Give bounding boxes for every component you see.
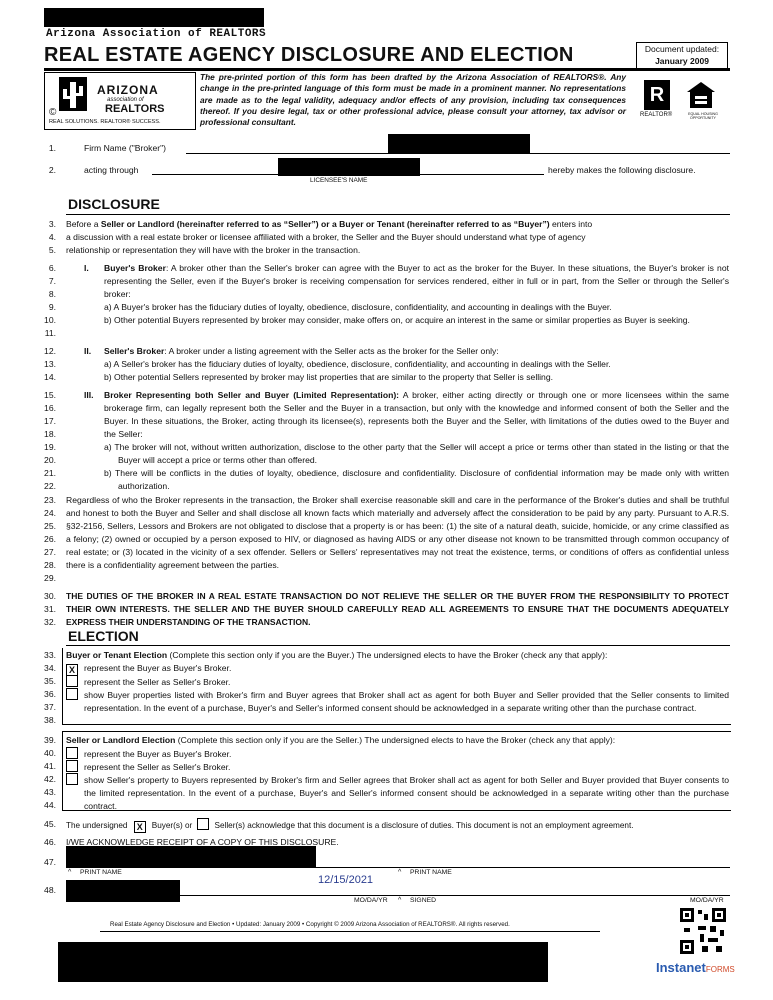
- ack-seller-label: Seller(s) acknowledge that this document is a disclosure of duties. This document is not an employment agreement.: [214, 821, 634, 830]
- line-number: 13.: [44, 359, 56, 369]
- buyer-option-3-label: show Buyer properties listed with Broker's firm and Buyer agrees that Broker shall act as agent for both Buyer and Seller provided that the Seller consents to limited representation. In the event of a purchase, Buyer's and Seller's informed consent should be acknowledged in a separate writing other than the purchase contract.: [84, 690, 729, 713]
- redaction-bottom: [58, 942, 548, 982]
- line-number: 40.: [44, 748, 56, 758]
- limited-representation-title: Broker Representing both Seller and Buyer (Limited Representation):: [104, 390, 400, 400]
- ack-buyer-label: Buyer(s) or: [151, 821, 193, 830]
- disclosure-line-4: a discussion with a real estate broker or licensee affiliated with a broker, the Seller and the Buyer should understand what type of agency: [66, 232, 586, 242]
- realtor-label: REALTOR®: [640, 112, 673, 118]
- disclosure-line-3: [66, 218, 729, 231]
- line-number: 45.: [44, 819, 56, 829]
- seller-option-2-checkbox[interactable]: [66, 760, 78, 772]
- signature-date: 12/15/2021: [318, 874, 374, 886]
- logo-tagline: REAL SOLUTIONS. REALTOR® SUCCESS.: [49, 119, 161, 125]
- equal-housing-icon: [684, 80, 718, 110]
- page-title: REAL ESTATE AGENCY DISCLOSURE AND ELECTION: [44, 44, 574, 66]
- print-name-label-1: PRINT NAME: [80, 869, 122, 876]
- seller-option-2-label: represent the Seller as Seller's Broker.: [84, 762, 231, 772]
- line-number: 8.: [48, 289, 56, 299]
- line-number: 32.: [44, 617, 56, 627]
- line-3-bold: Seller or Landlord (hereinafter referred to as “Seller”) or a Buyer or Tenant (hereinafter referred to as “Buyer”): [100, 219, 550, 229]
- licensee-name-caption: LICENSEE'S NAME: [310, 177, 368, 184]
- redaction-signer-1: [66, 846, 316, 867]
- sellers-broker-b: b) Other potential Sellers represented by broker may list properties that are similar to the property that Seller is selling.: [104, 372, 553, 382]
- line-number: 44.: [44, 800, 56, 810]
- line-number: 2.: [48, 165, 56, 175]
- line-number: 4.: [48, 232, 56, 242]
- seller-option-2: [66, 760, 729, 774]
- acknowledgement-line: [66, 818, 730, 833]
- line-number: 48.: [44, 885, 56, 895]
- buyers-broker-title: Buyer's Broker: [104, 263, 166, 273]
- seller-option-3-checkbox[interactable]: [66, 773, 78, 785]
- logo-realtors: REALTORS: [105, 103, 165, 115]
- equal-housing-label: EQUAL HOUSING OPPORTUNITY: [688, 112, 718, 120]
- footer-text: Real Estate Agency Disclosure and Election • Updated: January 2009 • Copyright © 2009 Arizona Association of REALTORS®. All rights reserved.: [110, 921, 510, 928]
- line-number: 47.: [44, 857, 56, 867]
- section-iii-label: III.: [84, 390, 94, 400]
- section-i-label: I.: [84, 263, 89, 273]
- signed-label: SIGNED: [410, 897, 437, 904]
- receipt-acknowledgement: I/WE ACKNOWLEDGE RECEIPT OF A COPY OF THIS DISCLOSURE.: [66, 837, 339, 847]
- redaction-signer-2: [66, 880, 180, 902]
- buyer-option-2-label: represent the Seller as Seller's Broker.: [84, 677, 231, 687]
- line-3-pre: Before a: [66, 219, 101, 229]
- cactus-logo-icon: [59, 77, 87, 111]
- ack-seller-checkbox[interactable]: [197, 818, 209, 830]
- sellers-broker-paragraph: [104, 345, 729, 358]
- section-ii-label: II.: [84, 346, 92, 356]
- signature-line-2[interactable]: [66, 895, 730, 896]
- line-number: 22.: [44, 481, 56, 491]
- print-name-caret-1: ^: [68, 869, 72, 876]
- line-number: 11.: [44, 328, 56, 338]
- limited-representation-text: A broker, either acting directly or through one or more licensees within the same brokerage firm, can legally represent both the Seller and the Buyer in a transaction, but only with the knowledge and informed consent of both the Seller and the Buyer. In these situations, the Broker, acting through its licensee(s), represents both the Buyer and the Seller, with limitations of the duties owed to the Buyer and the Seller:: [104, 390, 729, 439]
- line-number: 30.: [44, 591, 56, 601]
- redaction-top: [44, 8, 264, 27]
- limited-representation-paragraph: [104, 389, 729, 441]
- election-rule: [66, 645, 730, 646]
- line-number: 17.: [44, 416, 56, 426]
- buyer-option-1-checkbox[interactable]: X: [66, 664, 78, 676]
- buyer-option-1-label: represent the Buyer as Buyer's Broker.: [84, 663, 232, 673]
- date-label-1: MO/DA/YR: [354, 897, 388, 904]
- line-number: 20.: [44, 455, 56, 465]
- ack-buyer-checkbox[interactable]: X: [134, 821, 146, 833]
- line-number: 9.: [48, 302, 56, 312]
- disclosure-suffix: hereby makes the following disclosure.: [548, 165, 696, 175]
- line-number: 25.: [44, 521, 56, 531]
- updated-label: Document updated:: [644, 44, 720, 54]
- line-number: 6.: [48, 263, 56, 273]
- election-heading: ELECTION: [68, 628, 139, 644]
- seller-option-1-label: represent the Buyer as Buyer's Broker.: [84, 749, 232, 759]
- print-name-label-2: PRINT NAME: [410, 869, 452, 876]
- instanet-forms: FORMS: [705, 965, 735, 974]
- sellers-broker-title: Seller's Broker: [104, 346, 165, 356]
- line-number: 28.: [44, 560, 56, 570]
- disclosure-line-5: relationship or representation they will have with the broker in the transaction.: [66, 245, 361, 255]
- line-number: 19.: [44, 442, 56, 452]
- disclosure-heading: DISCLOSURE: [68, 196, 160, 212]
- buyers-broker-a: a) A Buyer's broker has the fiduciary duties of loyalty, obedience, disclosure, confidentiality, and accounting in dealings with the Buyer.: [104, 302, 612, 312]
- line-number: 3.: [48, 219, 56, 229]
- line-number: 1.: [48, 143, 56, 153]
- realtor-mark-letter: R: [649, 84, 665, 106]
- buyer-option-1: [66, 662, 729, 676]
- line-number: 14.: [44, 372, 56, 382]
- seller-option-3: [66, 773, 729, 813]
- line-number: 24.: [44, 508, 56, 518]
- signed-caret: ^: [398, 897, 402, 904]
- line-number: 23.: [44, 495, 56, 505]
- seller-option-3-label: show Seller's property to Buyers represented by Broker's firm and Seller agrees that Broker shall act as agent for both Seller and Buyer provided that Buyer consents to the limited representation. In the event of a purchase, Buyer's and Seller's informed consent should be acknowledged in a separate writing other than the purchase contract.: [84, 775, 729, 811]
- line-number: 37.: [44, 702, 56, 712]
- logo-assoc: association of: [107, 97, 144, 103]
- firm-name-label: Firm Name ("Broker"): [84, 143, 167, 153]
- print-name-caret-2: ^: [398, 869, 402, 876]
- instanet-brand: Instanet: [656, 960, 706, 975]
- line-number: 35.: [44, 676, 56, 686]
- duties-paragraph: THE DUTIES OF THE BROKER IN A REAL ESTATE TRANSACTION DO NOT RELIEVE THE SELLER OR THE BUYER FROM THE RESPONSIBILITY TO PROTECT THEIR OWN INTERESTS. THE SELLER AND THE BUYER SHOULD CAREFULLY READ ALL AGREEMENTS TO ENSURE THAT THE DOCUMENTS ADEQUATELY EXPRESS THEIR UNDERSTANDING OF THE TRANSACTION.: [66, 591, 729, 627]
- updated-date: January 2009: [655, 56, 709, 66]
- line-number: 10.: [44, 315, 56, 325]
- date-label-2: MO/DA/YR: [690, 897, 724, 904]
- regardless-paragraph: Regardless of who the Broker represents in the transaction, the Broker shall exercise reasonable skill and care in the performance of the Broker's duties and shall be truthful and honest to both the Buyer and Seller and shall disclose all known facts which materially and adversely affect the consideration to be paid by any party. Pursuant to A.R.S. §32-2156, Sellers, Lessors and Brokers are not obligated to disclose that a property is or has been: (1) the site of a natural death, suicide, homicide, or any crime classified as a felony; (2) owned or occupied by a person exposed to HIV, or diagnosed as having AIDS or any other disease not known to be transmitted through common occupancy of real estate; or (3) located in the vicinity of a sex offender. Sellers or Sellers' representatives may not treat the existence, terms, or conditions of offers as confidential unless there is a confidentiality agreement between the parties.: [66, 495, 729, 570]
- sellers-broker-text: : A broker under a listing agreement with the Seller acts as the broker for the Seller only:: [164, 346, 499, 356]
- buyer-election-title: Buyer or Tenant Election: [66, 650, 168, 660]
- buyer-option-2-checkbox[interactable]: [66, 675, 78, 687]
- line-number: 18.: [44, 429, 56, 439]
- line-number: 15.: [44, 390, 56, 400]
- line-number: 33.: [44, 650, 56, 660]
- copyright-mark: ©: [49, 107, 57, 118]
- line-number: 27.: [44, 547, 56, 557]
- line-number: 41.: [44, 761, 56, 771]
- buyer-option-3-checkbox[interactable]: [66, 688, 78, 700]
- limited-representation-a: a) The broker will not, without written authorization, disclose to the other party that the Seller will accept a price or terms other than stated in the listing or that the Buyer will accept a price or terms other than offered.: [104, 442, 729, 465]
- line-number: 5.: [48, 245, 56, 255]
- buyers-broker-b: b) Other potential Buyers represented by broker may consider, make offers on, or acquire an interest in the same or similar properties as Buyer is seeking.: [104, 315, 690, 325]
- line-number: 7.: [48, 276, 56, 286]
- line-number: 39.: [44, 735, 56, 745]
- limited-representation-b: b) There will be conflicts in the duties of loyalty, obedience, disclosure and confidentiality. Disclosure of confidential information may be made only with written authorization.: [104, 468, 729, 491]
- footer-rule: [100, 931, 600, 932]
- document-updated-box: [636, 42, 728, 70]
- ack-pre: The undersigned: [66, 821, 128, 830]
- seller-option-1: [66, 747, 729, 761]
- buyer-option-2: [66, 675, 729, 689]
- buyers-broker-paragraph: [104, 262, 729, 301]
- line-number: 29.: [44, 573, 56, 583]
- header-rule: [44, 68, 730, 71]
- licensee-name-field[interactable]: [152, 174, 544, 175]
- line-number: 31.: [44, 604, 56, 614]
- firm-name-field[interactable]: [186, 153, 730, 154]
- instanet-logo: [656, 960, 735, 975]
- disclosure-rule: [66, 214, 730, 215]
- line-number: 38.: [44, 715, 56, 725]
- line-number: 36.: [44, 689, 56, 699]
- line-number: 26.: [44, 534, 56, 544]
- line-3-post: enters into: [549, 219, 593, 229]
- line-number: 12.: [44, 346, 56, 356]
- line-number: 46.: [44, 837, 56, 847]
- seller-option-1-checkbox[interactable]: [66, 747, 78, 759]
- acting-through-label: acting through: [84, 165, 139, 175]
- line-number: 34.: [44, 663, 56, 673]
- buyers-broker-text: : A broker other than the Seller's broker can agree with the Buyer to act as the broker for the Buyer. In these situations, the Buyer's broker is not representing the Seller, even if the Buyer's broker is receiving compensation for services rendered, either in full or in part, from the Seller or through the Seller's broker:: [104, 263, 729, 299]
- sellers-broker-a: a) A Seller's broker has the fiduciary duties of loyalty, obedience, disclosure, confidentiality, and accounting in dealings with the Seller.: [104, 359, 611, 369]
- qr-code-icon: [680, 908, 726, 954]
- arizona-realtors-logo: [44, 72, 196, 130]
- line-number: 42.: [44, 774, 56, 784]
- realtor-mark-icon: [644, 80, 670, 110]
- seller-election-intro: (Complete this section only if you are the Seller.) The undersigned elects to have the Broker (check any that apply):: [175, 735, 616, 745]
- association-name: Arizona Association of REALTORS: [46, 28, 267, 40]
- form-notice: The pre-printed portion of this form has been drafted by the Arizona Association of REALTORS®. Any change in the pre-printed language of this form must be made in a prominent manner. No representations are made as to the legal validity, adequacy and/or effects of any provision, including tax consequences thereof. If you desire legal, tax or other professional advice, please consult your attorney, tax advisor or professional consultant.: [200, 72, 626, 128]
- buyer-option-3: [66, 688, 729, 715]
- buyer-election-title-line: [66, 649, 729, 662]
- line-number: 16.: [44, 403, 56, 413]
- buyer-election-intro: (Complete this section only if you are the Buyer.) The undersigned elects to have the Broker (check any that apply):: [167, 650, 608, 660]
- redaction-firm: [388, 134, 530, 154]
- seller-election-title: Seller or Landlord Election: [66, 735, 176, 745]
- line-number: 21.: [44, 468, 56, 478]
- signature-line-1[interactable]: [66, 867, 730, 868]
- line-number: 43.: [44, 787, 56, 797]
- logo-arizona: ARIZONA: [97, 83, 159, 97]
- seller-election-title-line: [66, 734, 729, 747]
